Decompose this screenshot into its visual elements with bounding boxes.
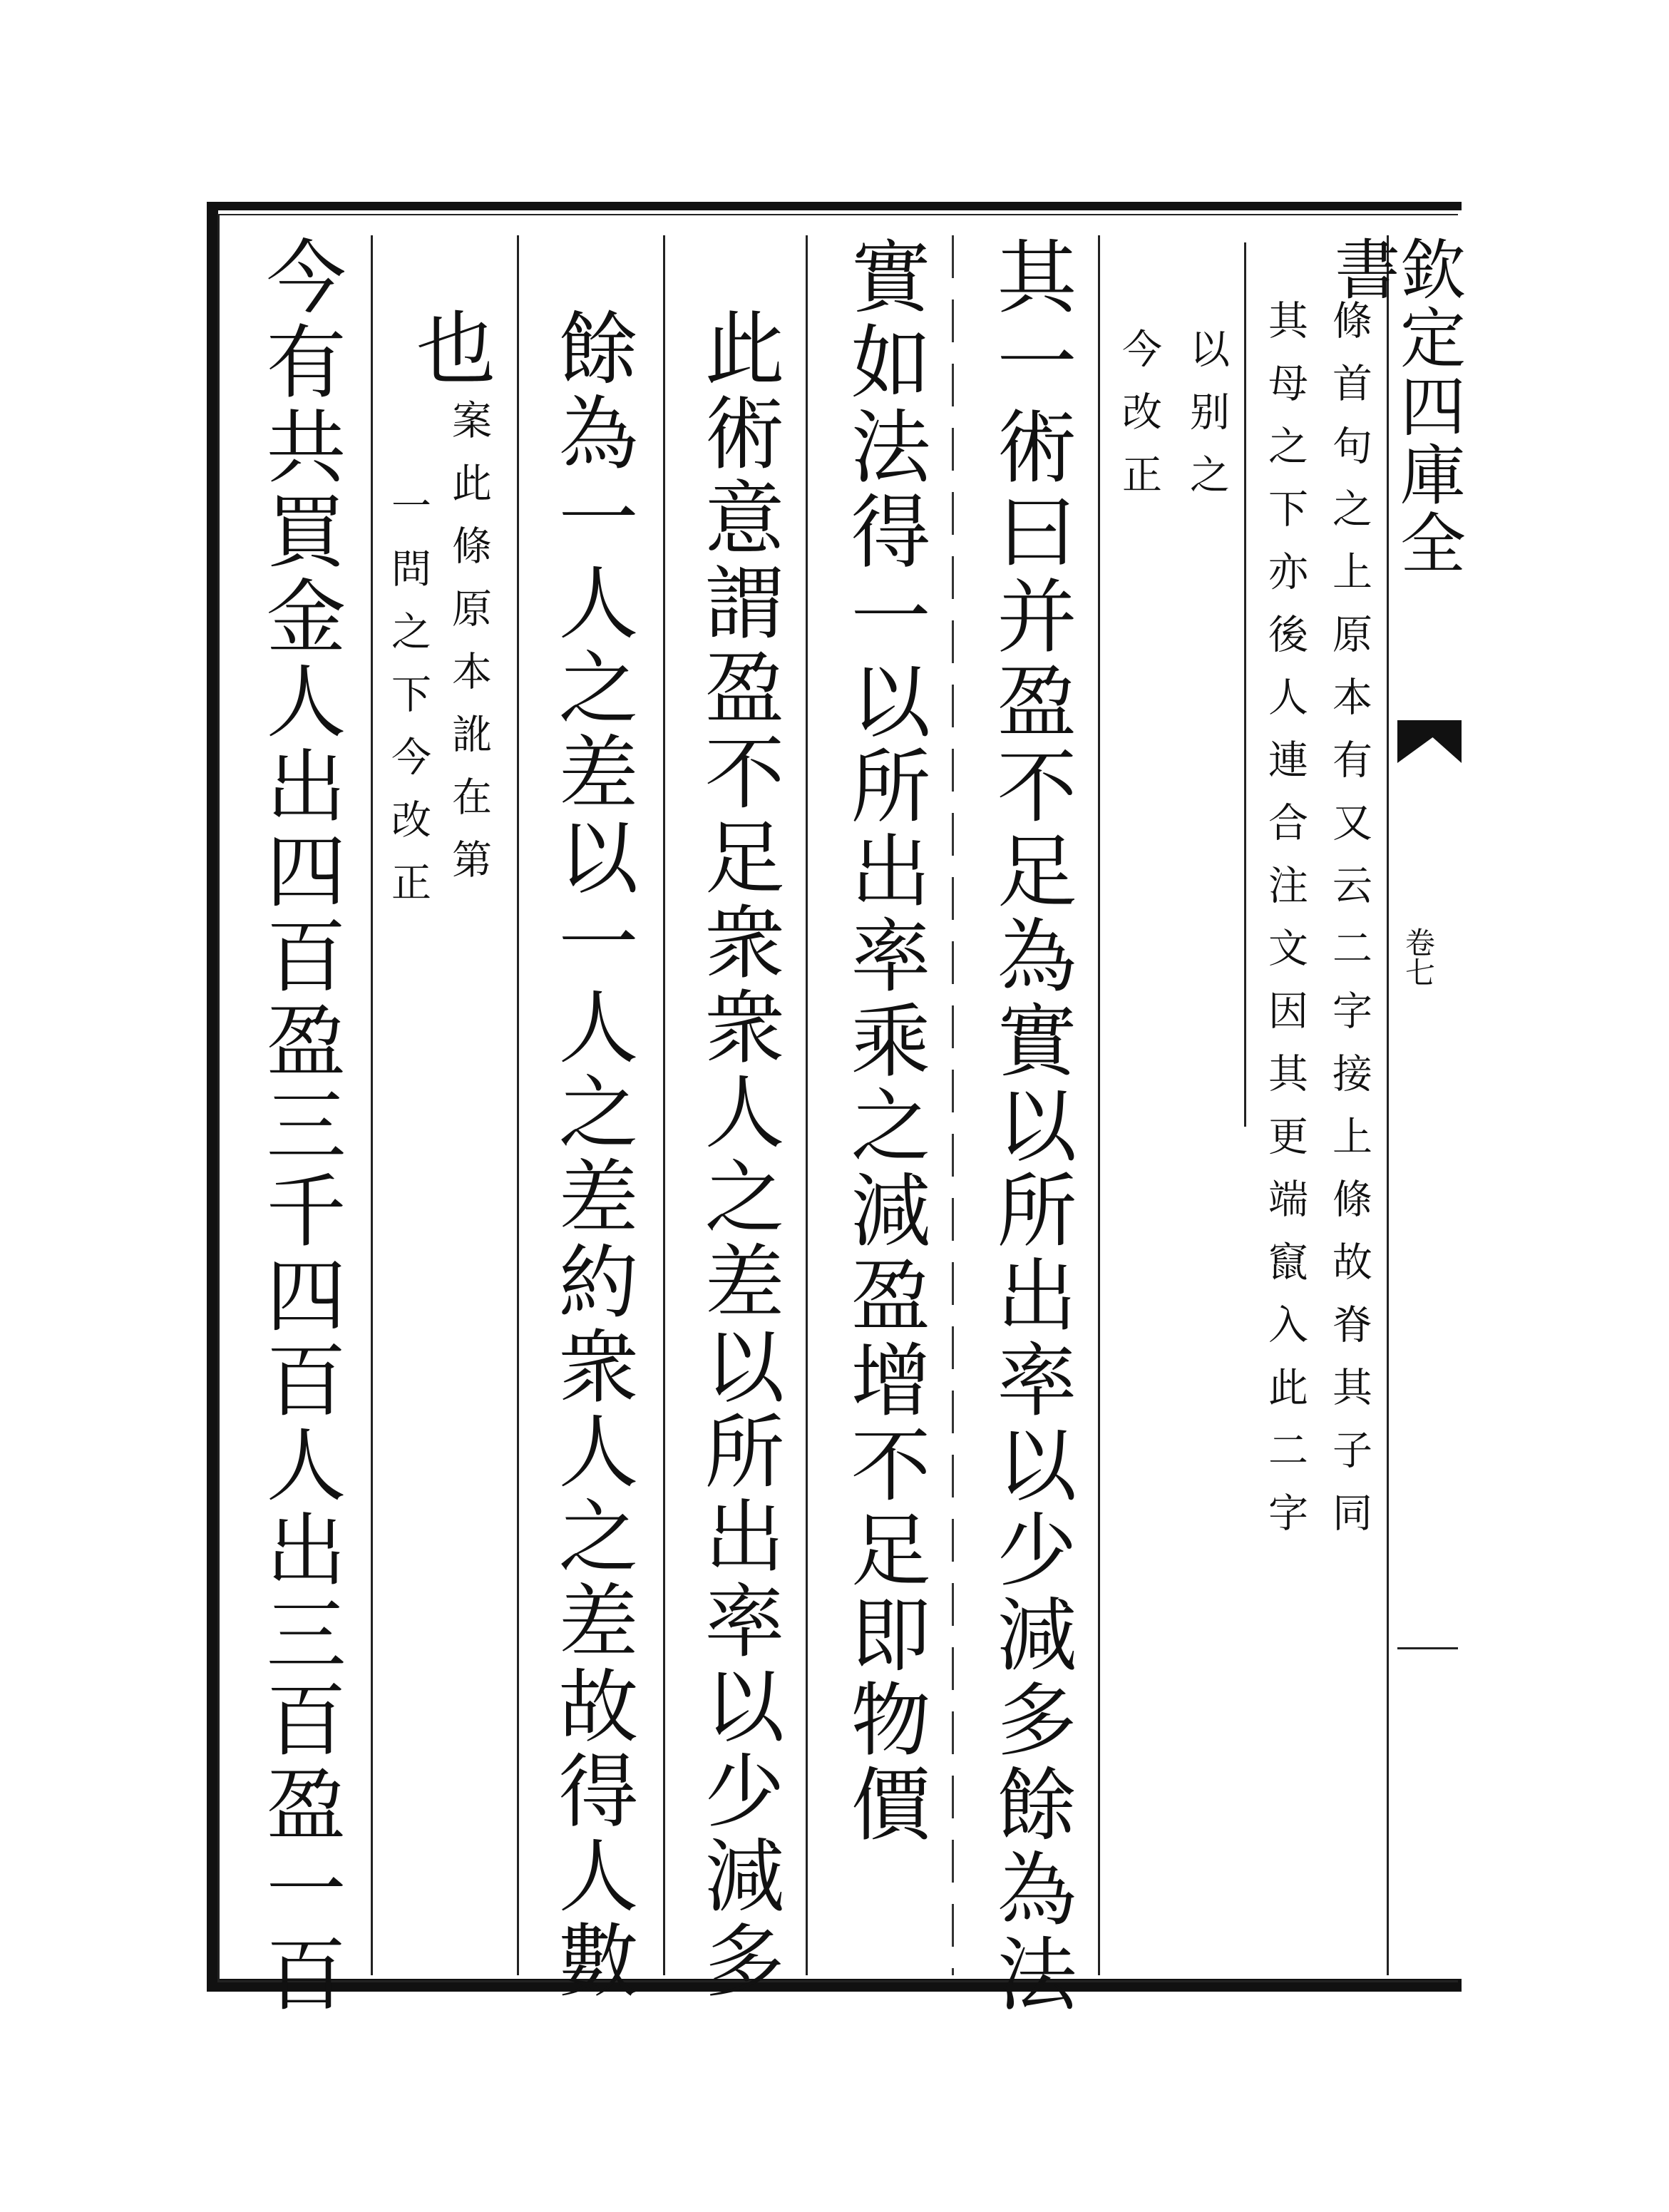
margin-tick [1397, 1647, 1458, 1649]
column-rule [1098, 235, 1100, 1975]
annotation-column: 今改正 [1116, 328, 1162, 516]
main-text-column: 今有共買金人出四百盈三千四百人出三百盈一百 [253, 235, 346, 2017]
annotation-column: 條首句之上原本有又云二字接上條故脊其子同 [1326, 299, 1372, 1555]
main-text-column: 此術意謂盈不足衆衆人之差以所出率以少減多 [692, 307, 784, 2004]
annotation-column: 以别之 [1183, 328, 1230, 516]
annotation-column: 一問之下今改正 [385, 485, 431, 924]
column-rule [663, 235, 665, 1975]
column-rule [806, 235, 808, 1975]
main-text-column: 實如法得一以所出率乘之減盈增不足即物價 [838, 235, 930, 1848]
margin-title: 欽定四庫全書 [1324, 235, 1466, 578]
column-rule [371, 235, 373, 1975]
column-rule [517, 235, 519, 1975]
column-rule [1387, 235, 1389, 1975]
main-text-column: 其一術曰并盈不足為實以所出率以少減多餘為法 [984, 235, 1077, 2017]
column-rule [1244, 242, 1246, 1127]
margin-juan: 卷七 [1401, 927, 1436, 987]
column-rule [952, 235, 954, 1975]
main-text-column: 餘為一人之差以一人之差約衆人之差故得人數 [545, 307, 638, 2004]
annotation-column: 其母之下亦後人連合注文因其更端竄入此二字 [1262, 299, 1308, 1555]
annotation-column: 案此條原本訛在第 [446, 399, 492, 901]
main-text-column: 也 [403, 307, 495, 391]
